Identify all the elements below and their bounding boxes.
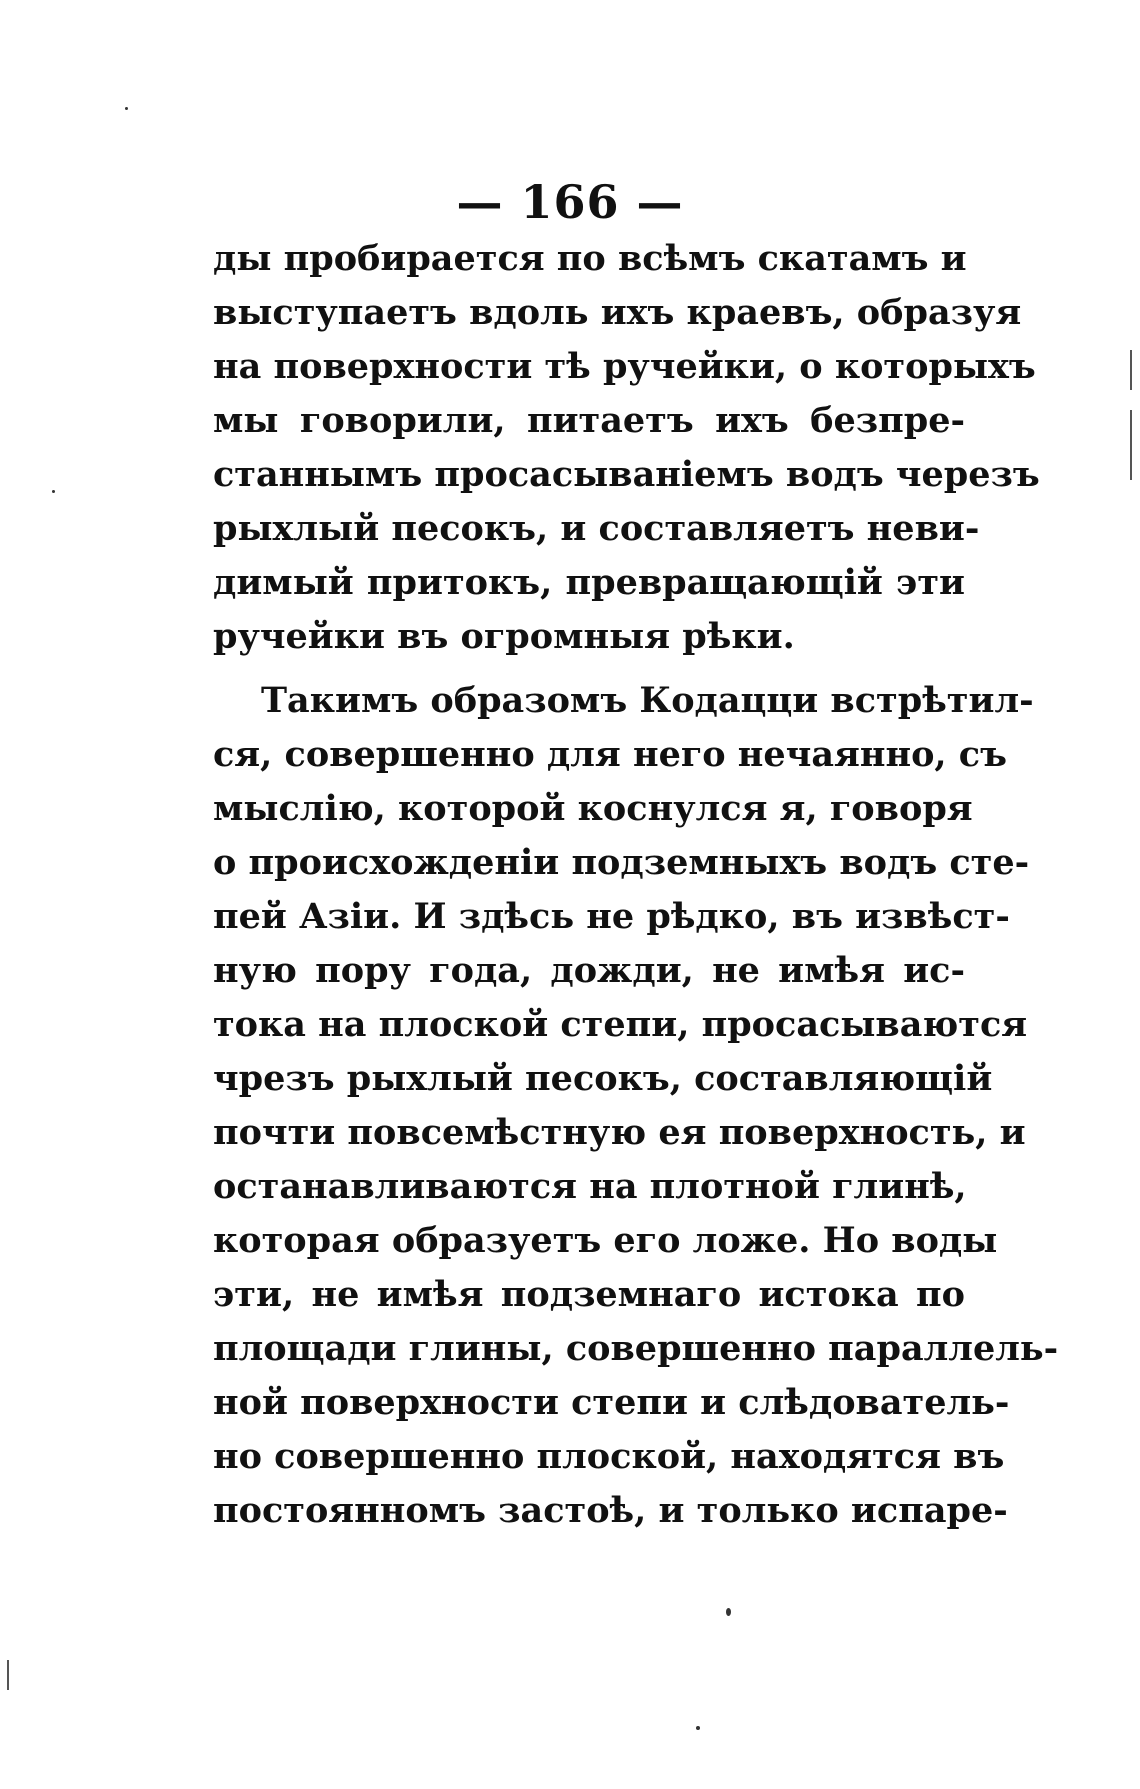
body-text xyxy=(213,232,1059,1538)
page-number: — 166 — xyxy=(456,175,684,229)
text-line: площади глины, совершенно параллель- xyxy=(213,1328,1059,1369)
text-line: мыслію, которой коснулся я, говоря xyxy=(213,788,973,829)
text-line: ды пробирается по всѣмъ скатамъ и xyxy=(213,238,967,279)
paragraph-gap xyxy=(213,664,965,674)
scan-speck xyxy=(696,1726,700,1730)
text-line: станнымъ просасываніемъ водъ черезъ xyxy=(213,454,1040,495)
text-line: мы говорили, питаетъ ихъ безпре- xyxy=(213,400,965,441)
text-line: Такимъ образомъ Кодацци встрѣтил- xyxy=(261,680,1034,721)
text-line: ручейки въ огромныя рѣки. xyxy=(213,616,795,657)
text-line: ся, совершенно для него нечаянно, съ xyxy=(213,734,1007,775)
text-line: пей Азіи. И здѣсь не рѣдко, въ извѣст- xyxy=(213,896,1010,937)
scan-speck xyxy=(52,490,55,493)
text-line: почти повсемѣстную ея поверхность, и xyxy=(213,1112,1026,1153)
text-line: постоянномъ застоѣ, и только испаре- xyxy=(213,1490,1008,1531)
text-line: о происхожденіи подземныхъ водъ сте- xyxy=(213,842,1030,883)
scan-edge-mark xyxy=(7,1660,9,1690)
scan-edge-mark xyxy=(1130,350,1132,390)
text-line: чрезъ рыхлый песокъ, составляющій xyxy=(213,1058,993,1099)
text-line: ной поверхности степи и слѣдователь- xyxy=(213,1382,1010,1423)
text-line: рыхлый песокъ, и составляетъ неви- xyxy=(213,508,980,549)
scan-edge-mark xyxy=(1130,410,1132,480)
text-line: тока на плоской степи, просасываются xyxy=(213,1004,1028,1045)
text-line: ную пору года, дожди, не имѣя ис- xyxy=(213,950,965,991)
scan-speck xyxy=(726,1608,731,1616)
text-line: димый притокъ, превращающій эти xyxy=(213,562,965,603)
text-line: на поверхности тѣ ручейки, о которыхъ xyxy=(213,346,1036,387)
scan-speck xyxy=(125,107,128,110)
text-line: выступаетъ вдоль ихъ краевъ, образуя xyxy=(213,292,1022,333)
text-line: останавливаются на плотной глинѣ, xyxy=(213,1166,967,1207)
text-line: которая образуетъ его ложе. Но воды xyxy=(213,1220,998,1261)
text-line: эти, не имѣя подземнаго истока по xyxy=(213,1274,965,1315)
text-line: но совершенно плоской, находятся въ xyxy=(213,1436,1005,1477)
